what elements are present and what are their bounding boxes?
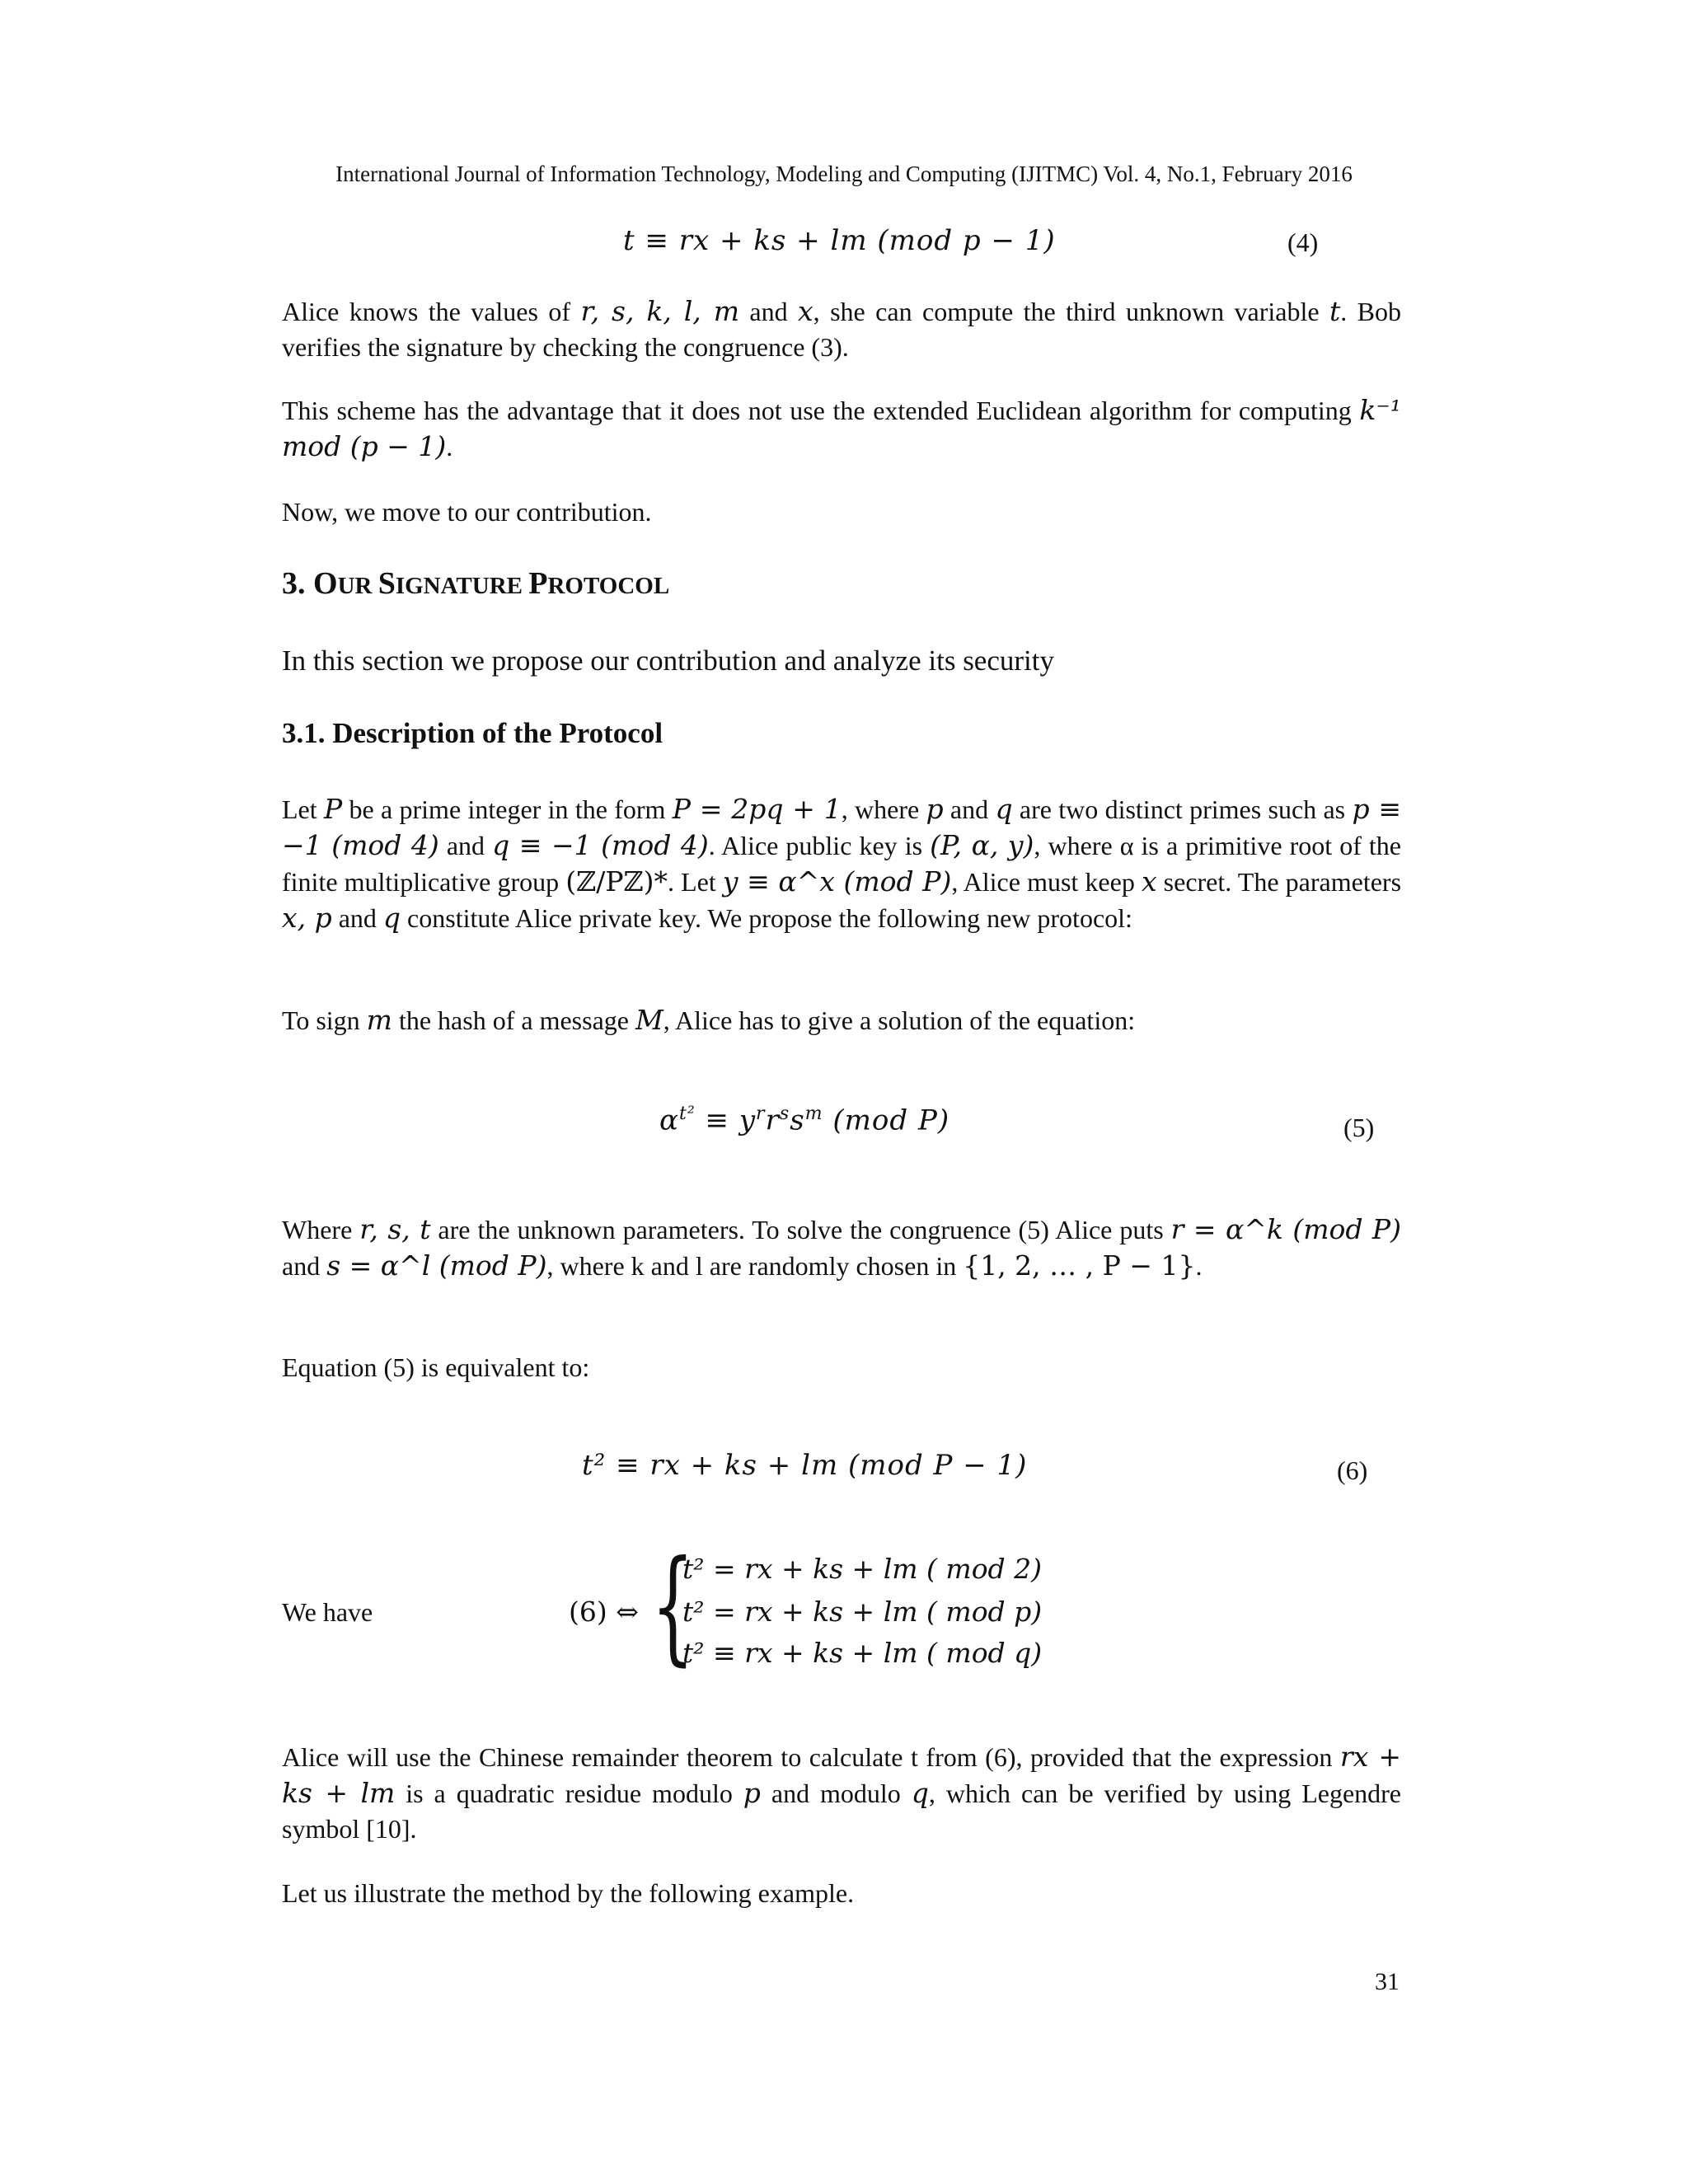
- math-superscript: s: [779, 1103, 790, 1124]
- text-fragment: , she can compute the third unknown variable: [813, 297, 1329, 326]
- math-inline: k⁻¹ mod (p − 1): [282, 394, 1401, 462]
- text-fragment: the hash of a message: [392, 1005, 635, 1035]
- text-fragment: secret. The parameters: [1156, 867, 1402, 897]
- paragraph-alice-knows: [282, 293, 1401, 365]
- math-inline: t: [1329, 295, 1341, 327]
- paragraph-equivalent: Equation (5) is equivalent to:: [282, 1352, 590, 1382]
- heading-fragment: O: [313, 566, 338, 601]
- math-symbol: ≡ y: [695, 1104, 757, 1137]
- math-inline: s = α^l (mod P): [326, 1249, 547, 1282]
- section-intro: In this section we propose our contribution and analyze its security: [282, 644, 1054, 677]
- text-fragment: , where α is a primitive root of the finite multiplicative group: [282, 831, 1402, 897]
- equation-4-number: (4): [1287, 227, 1319, 257]
- math-superscript: t²: [678, 1103, 696, 1124]
- system-line: t² ≡ rx + ks + lm ( mod q): [682, 1637, 1043, 1669]
- system-brace: {: [651, 1535, 695, 1678]
- text-fragment: and: [282, 1251, 327, 1281]
- text-fragment: , Alice has to give a solution of the equation:: [663, 1005, 1136, 1035]
- math-inline: r = α^k (mod P): [1170, 1213, 1402, 1245]
- system-line: t² = rx + ks + lm ( mod 2): [682, 1553, 1043, 1585]
- math-inline: r, s, k, l, m: [580, 295, 739, 327]
- text-fragment: are the unknown parameters. To solve the congruence (5) Alice puts: [430, 1215, 1171, 1244]
- math-inline: q: [382, 902, 401, 934]
- paragraph-unknowns: [282, 1212, 1401, 1284]
- paragraph-protocol-setup: [282, 791, 1401, 936]
- heading-fragment: 3.: [282, 566, 313, 601]
- text-fragment: , which can be verified by using Legendre symbol [10].: [282, 1779, 1402, 1844]
- text-fragment: Alice will use the Chinese remainder theorem to calculate t from (6), provided that the expression: [282, 1742, 1340, 1772]
- math-inline: q: [995, 793, 1013, 825]
- math-inline: P: [323, 793, 343, 825]
- math-inline: p: [743, 1777, 761, 1809]
- text-fragment: , where: [841, 794, 926, 824]
- text-fragment: and modulo: [760, 1779, 912, 1808]
- text-fragment: are two distinct primes such as: [1012, 794, 1353, 824]
- text-fragment: be a prime integer in the form: [342, 794, 673, 824]
- math-inline: p ≡ −1 (mod 4): [282, 793, 1402, 861]
- text-fragment: .: [446, 432, 453, 462]
- text-fragment: This scheme has the advantage that it does not use the extended Euclidean algorithm for computing: [282, 396, 1360, 425]
- equation-5: [659, 1103, 950, 1137]
- math-inline: x: [798, 295, 814, 327]
- system-label: We have: [282, 1597, 373, 1627]
- text-fragment: and: [943, 794, 996, 824]
- paragraph-to-sign: [282, 1002, 1401, 1038]
- heading-fragment: UR: [337, 573, 378, 599]
- text-fragment: and: [438, 831, 493, 860]
- text-fragment: Let: [282, 794, 324, 824]
- text-fragment: To sign: [282, 1005, 367, 1035]
- math-inline: (ℤ/Pℤ)*: [565, 865, 668, 898]
- paragraph-scheme-advantage: [282, 392, 1401, 465]
- system-lead: (6) ⇔: [569, 1596, 639, 1628]
- journal-header: International Journal of Information Technology, Modeling and Computing (IJITMC) Vol. 4, No.1, February 2016: [335, 162, 1353, 186]
- text-fragment: and: [739, 297, 799, 326]
- system-line: t² = rx + ks + lm ( mod p): [682, 1596, 1043, 1628]
- math-inline: {1, 2, … , P − 1}: [963, 1249, 1196, 1282]
- heading-fragment: S: [377, 566, 396, 601]
- paragraph-crt: [282, 1739, 1401, 1847]
- math-inline: p: [926, 793, 944, 825]
- section-heading: [282, 565, 669, 602]
- math-inline: r, s, t: [359, 1213, 431, 1245]
- math-superscript: r: [756, 1103, 766, 1124]
- equation-4: t ≡ rx + ks + lm (mod p − 1): [623, 224, 1056, 257]
- math-inline: (P, α, y): [930, 829, 1034, 861]
- text-fragment: . Alice public key is: [708, 831, 931, 860]
- equation-6: t² ≡ rx + ks + lm (mod P − 1): [582, 1449, 1028, 1482]
- text-fragment: Alice knows the values of: [282, 297, 581, 326]
- math-inline: rx + ks + lm: [282, 1741, 1401, 1809]
- heading-fragment: ROTOCOL: [547, 573, 670, 599]
- text-fragment: .: [1195, 1251, 1203, 1281]
- text-fragment: , where k and l are randomly chosen in: [546, 1251, 964, 1281]
- heading-fragment: IGNATURE: [395, 573, 529, 599]
- paragraph-example-intro: Let us illustrate the method by the following example.: [282, 1878, 855, 1908]
- math-symbol: α: [659, 1104, 679, 1137]
- math-inline: y ≡ α^x (mod P): [722, 865, 952, 898]
- text-fragment: is a quadratic residue modulo: [395, 1779, 743, 1808]
- text-fragment: , Alice must keep: [951, 867, 1142, 897]
- equation-5-number: (5): [1343, 1113, 1375, 1142]
- math-inline: P = 2pq + 1: [672, 793, 842, 825]
- math-symbol: r: [765, 1104, 780, 1137]
- text-fragment: and: [331, 903, 383, 933]
- heading-fragment: P: [528, 566, 548, 601]
- math-inline: x, p: [282, 902, 332, 934]
- math-symbol: (mod P): [823, 1104, 950, 1137]
- math-superscript: m: [804, 1103, 823, 1124]
- math-symbol: s: [790, 1104, 805, 1137]
- subsection-heading: 3.1. Description of the Protocol: [282, 717, 663, 749]
- text-fragment: Where: [282, 1215, 360, 1244]
- paragraph-contribution: Now, we move to our contribution.: [282, 497, 652, 527]
- math-inline: x: [1141, 865, 1157, 898]
- math-inline: m: [366, 1004, 392, 1036]
- math-inline: M: [635, 1004, 663, 1036]
- text-fragment: . Bob verifies the signature by checking the congruence (3).: [282, 297, 1402, 362]
- text-fragment: constitute Alice private key. We propose the following new protocol:: [401, 903, 1132, 933]
- page-number: 31: [1375, 1968, 1400, 1995]
- text-fragment: . Let: [668, 867, 723, 897]
- math-inline: q ≡ −1 (mod 4): [492, 829, 709, 861]
- equation-6-number: (6): [1337, 1455, 1368, 1485]
- math-inline: q: [911, 1777, 929, 1809]
